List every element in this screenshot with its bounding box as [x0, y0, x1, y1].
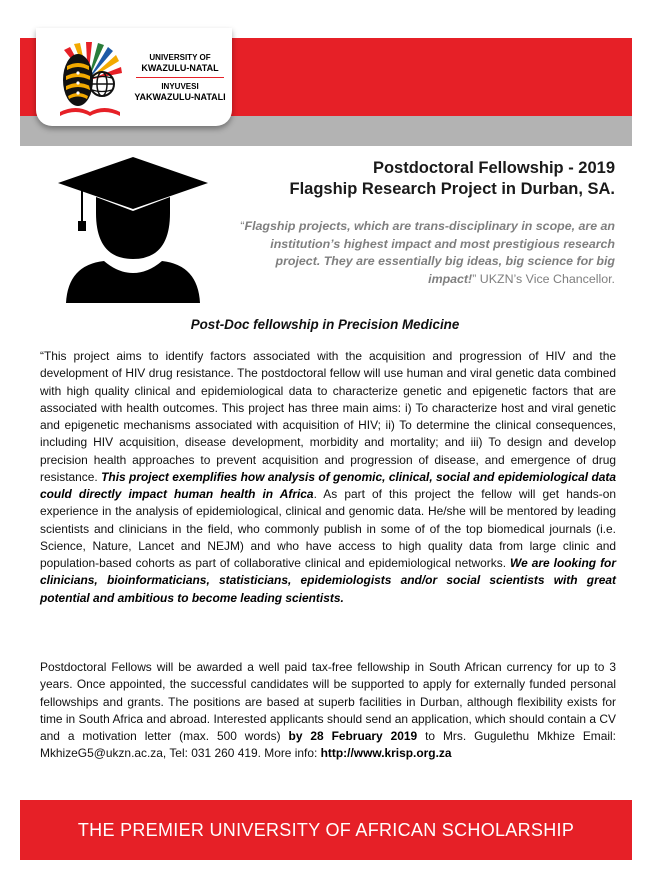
p1-text-1: “This project aims to identify factors associated with the acquisition and progression of HIV and the development of HIV drug resistance. The postdoctoral fellow will use human and viral genetic data combined with high quality clinical and epidemiological data to characterize genetic and epigenetic factors that are associated with health outcomes. This project has three main aims: i) To characterize host and viral genetic and epigenetic mechanisms associated with acquisition of HIV; ii) To determine the clinical consequences, including HIV acquisition, disease development, morbidity and mortality; and iii) To design and develop precision health approaches to prevent acquisition and progression of disease, and emergence of drug resistance. [40, 349, 616, 484]
project-description-paragraph [40, 348, 616, 607]
graduate-cap-person-icon [56, 155, 210, 303]
quote-close-mark: ” [472, 271, 477, 286]
application-details-paragraph [40, 659, 616, 763]
vice-chancellor-quote [235, 218, 615, 288]
section-subheading: Post-Doc fellowship in Precision Medicine [190, 317, 460, 332]
logo-wordmark [132, 52, 228, 103]
p1-emphasis-1: This project exemplifies how analysis of genomic, clinical, social and epidemiological data could directly impact human health in Africa [40, 469, 616, 501]
footer-slogan: THE PREMIER UNIVERSITY OF AFRICAN SCHOLARSHIP [77, 819, 575, 840]
logo-line-inyuvesi: INYUVESI [161, 82, 199, 91]
university-logo [36, 28, 232, 126]
logo-line-university-of: UNIVERSITY OF [149, 53, 211, 62]
p1-emphasis-2: We are looking for clinicians, bioinformaticians, statisticians, epidemiologists and/or social scientists with great potential and ambitious to become leading scientists. [40, 556, 616, 605]
p2-text-1: Postdoctoral Fellows will be awarded a well paid tax-free fellowship in South African currency for up to 3 years. Once appointed, the successful candidates will be supported to apply for externally funded personal fellowships and grants. The positions are based at superb facilities in Durban, although flexibility exists for time in South Africa and abroad. Interested applicants should send an application, which should contain a CV and a motivation letter (max. 500 words) [40, 660, 616, 743]
title-line-2: Flagship Research Project in Durban, SA. [289, 180, 615, 198]
ukzn-shield-icon [46, 36, 130, 120]
more-info-link[interactable]: http://www.krisp.org.za [320, 746, 452, 761]
title-line-1: Postdoctoral Fellowship - 2019 [372, 159, 615, 177]
p2-text-2: to Mrs. Gugulethu Mkhize Email: MkhizeG5@ukzn.ac.za, Tel: 031 260 419. More info: [40, 729, 616, 761]
logo-line-kwazulu-natal: KWAZULU-NATAL [141, 63, 219, 73]
logo-divider [136, 77, 224, 78]
footer-banner [20, 800, 632, 860]
quote-text: Flagship projects, which are trans-disciplinary in scope, are an institution’s highest impact and most prestigious research project. They are essentially big ideas, big science for big impact! [244, 219, 615, 286]
p1-text-2: . As part of this project the fellow will get hands-on experience in the analysis of epidemiological, clinical and genomic data. He/she will be mentored by leading scientists and clinicians in the field, who commonly publish in some of of the top biomedical journals (i.e. Science, Nature, Lancet and NEJM) and who have access to high quality data from large clinic and population-based cohorts as part of collaborative clinical and epidemiological networks. [40, 487, 616, 570]
quote-attribution: UKZN’s Vice Chancellor. [476, 271, 615, 286]
logo-line-yakwazulu-natali: YAKWAZULU-NATALI [134, 92, 226, 102]
quote-open-mark: “ [240, 219, 245, 233]
deadline-text: by 28 February 2019 [288, 729, 418, 743]
page-title [290, 158, 616, 200]
